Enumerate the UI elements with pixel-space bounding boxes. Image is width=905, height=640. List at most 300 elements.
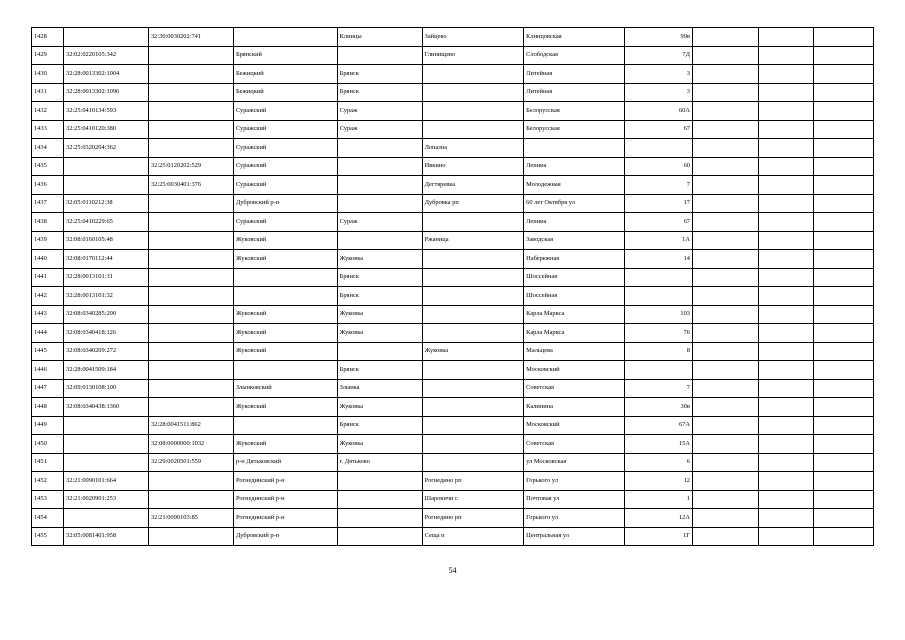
cadastral-number-cell: 32:25:0410120:380 [64,120,149,139]
house-number-cell [624,361,692,380]
extra-1-cell [692,250,758,269]
page-number: 54 [448,566,457,575]
row-number-cell: 1441 [32,268,64,287]
cadastral-number-alt-cell: 32:28:0041511:862 [148,416,233,435]
extra-1-cell [692,176,758,195]
extra-2-cell [759,305,814,324]
house-number-cell: 3 [624,83,692,102]
cadastral-number-alt-cell [148,250,233,269]
extra-2-cell [759,342,814,361]
extra-3-cell [814,453,874,472]
table-row [32,416,874,435]
extra-2-cell [759,527,814,546]
table-row [32,490,874,509]
cadastral-number-alt-cell [148,139,233,158]
city-cell [337,139,422,158]
extra-3-cell [814,250,874,269]
settlement-cell [422,250,524,269]
table-row [32,83,874,102]
street-cell: Карла Маркса [524,305,624,324]
extra-2-cell [759,28,814,47]
extra-3-cell [814,268,874,287]
city-cell: Сураж [337,120,422,139]
extra-3-cell [814,305,874,324]
street-cell: Белорусская [524,102,624,121]
cadastral-number-alt-cell: 32:25:0120202:529 [148,157,233,176]
extra-3-cell [814,194,874,213]
city-cell: Жуковка [337,250,422,269]
cadastral-number-cell: 32:02:0220105:342 [64,46,149,65]
street-cell: Слободская [524,46,624,65]
extra-1-cell [692,194,758,213]
house-number-cell: 67А [624,416,692,435]
house-number-cell: 30в [624,398,692,417]
row-number-cell: 1438 [32,213,64,232]
table-row [32,28,874,47]
house-number-cell: 14 [624,250,692,269]
cadastral-number-cell: 32:28:0013302:1096 [64,83,149,102]
extra-1-cell [692,139,758,158]
extra-3-cell [814,231,874,250]
extra-3-cell [814,490,874,509]
extra-1-cell [692,490,758,509]
house-number-cell: 1 [624,490,692,509]
extra-2-cell [759,139,814,158]
cadastral-number-alt-cell [148,342,233,361]
cadastral-number-alt-cell [148,65,233,84]
extra-2-cell [759,83,814,102]
table-row [32,509,874,528]
district-cell [233,28,337,47]
extra-2-cell [759,453,814,472]
street-cell: Мальцева [524,342,624,361]
extra-1-cell [692,398,758,417]
street-cell [524,139,624,158]
extra-3-cell [814,287,874,306]
city-cell: Жуковка [337,305,422,324]
district-cell: р-н Дятьковский [233,453,337,472]
cadastral-number-alt-cell [148,398,233,417]
table-row [32,176,874,195]
extra-1-cell [692,268,758,287]
extra-3-cell [814,139,874,158]
cadastral-number-cell: 32:25:0410229:65 [64,213,149,232]
district-cell: Бежицкий [233,65,337,84]
extra-2-cell [759,287,814,306]
cadastral-number-cell: 32:08:0170112:44 [64,250,149,269]
cadastral-number-alt-cell [148,287,233,306]
extra-1-cell [692,342,758,361]
cadastral-number-cell: 32:08:0340209:272 [64,342,149,361]
table-row [32,157,874,176]
table-row [32,231,874,250]
house-number-cell: 1Г [624,527,692,546]
street-cell: Горького ул [524,509,624,528]
extra-3-cell [814,28,874,47]
row-number-cell: 1452 [32,472,64,491]
extra-3-cell [814,157,874,176]
street-cell: 60 лет Октября ул [524,194,624,213]
cadastral-number-cell: 32:08:0340418:126 [64,324,149,343]
street-cell: Ленина [524,213,624,232]
row-number-cell: 1449 [32,416,64,435]
extra-3-cell [814,176,874,195]
settlement-cell [422,324,524,343]
settlement-cell [422,102,524,121]
city-cell: Жуковка [337,398,422,417]
extra-3-cell [814,435,874,454]
row-number-cell: 1437 [32,194,64,213]
extra-1-cell [692,453,758,472]
cadastral-number-alt-cell [148,213,233,232]
extra-1-cell [692,305,758,324]
city-cell [337,472,422,491]
cadastral-number-alt-cell [148,527,233,546]
city-cell: г. Дятьково [337,453,422,472]
extra-1-cell [692,287,758,306]
cadastral-number-alt-cell [148,102,233,121]
cadastral-number-cell: 32:28:0013101:31 [64,268,149,287]
settlement-cell: Рогнедино рп [422,472,524,491]
table-row [32,102,874,121]
row-number-cell: 1455 [32,527,64,546]
extra-3-cell [814,213,874,232]
cadastral-number-cell: 32:05:0110212:38 [64,194,149,213]
district-cell: Жуковский [233,435,337,454]
cadastral-number-cell: 32:21:0090101:664 [64,472,149,491]
table-row [32,379,874,398]
house-number-cell: 67 [624,213,692,232]
extra-3-cell [814,472,874,491]
table-row [32,435,874,454]
table-row [32,287,874,306]
row-number-cell: 1440 [32,250,64,269]
house-number-cell: 99в [624,28,692,47]
cadastral-number-cell: 32:28:0013101:32 [64,287,149,306]
extra-2-cell [759,176,814,195]
district-cell: Рогнединский р-н [233,472,337,491]
registry-table [31,27,874,546]
extra-1-cell [692,213,758,232]
settlement-cell [422,361,524,380]
extra-3-cell [814,379,874,398]
settlement-cell: Дегтяревка [422,176,524,195]
extra-3-cell [814,324,874,343]
house-number-cell: 17 [624,194,692,213]
district-cell: Жуковский [233,231,337,250]
extra-2-cell [759,102,814,121]
cadastral-number-alt-cell [148,379,233,398]
street-cell: Набережная [524,250,624,269]
extra-3-cell [814,361,874,380]
cadastral-number-cell [64,416,149,435]
street-cell: Московский [524,416,624,435]
row-number-cell: 1446 [32,361,64,380]
house-number-cell: 103 [624,305,692,324]
district-cell: Дубровский р-н [233,527,337,546]
table-row [32,527,874,546]
house-number-cell: 12А [624,509,692,528]
settlement-cell: Зайцево [422,28,524,47]
extra-2-cell [759,120,814,139]
row-number-cell: 1435 [32,157,64,176]
district-cell: Жуковский [233,250,337,269]
city-cell [337,527,422,546]
district-cell: Дубровский р-н [233,194,337,213]
extra-3-cell [814,416,874,435]
house-number-cell: 8 [624,342,692,361]
district-cell: Брянский [233,46,337,65]
street-cell: Карла Маркса [524,324,624,343]
cadastral-number-alt-cell [148,361,233,380]
cadastral-number-cell: 32:05:0081401:958 [64,527,149,546]
extra-1-cell [692,435,758,454]
table-row [32,194,874,213]
settlement-cell: Жуковка [422,342,524,361]
district-cell: Жуковский [233,342,337,361]
extra-2-cell [759,268,814,287]
cadastral-number-cell [64,28,149,47]
extra-2-cell [759,231,814,250]
extra-3-cell [814,527,874,546]
street-cell: Клинцовская [524,28,624,47]
row-number-cell: 1448 [32,398,64,417]
extra-2-cell [759,490,814,509]
cadastral-number-alt-cell: 32:29:0020501:559 [148,453,233,472]
city-cell: Брянск [337,416,422,435]
row-number-cell: 1454 [32,509,64,528]
extra-1-cell [692,527,758,546]
cadastral-number-alt-cell [148,472,233,491]
row-number-cell: 1434 [32,139,64,158]
street-cell: Центральная ул [524,527,624,546]
city-cell: Брянск [337,287,422,306]
extra-3-cell [814,509,874,528]
row-number-cell: 1433 [32,120,64,139]
district-cell: Рогнединский р-н [233,490,337,509]
street-cell: ул Московская [524,453,624,472]
extra-2-cell [759,324,814,343]
row-number-cell: 1430 [32,65,64,84]
city-cell [337,231,422,250]
cadastral-number-alt-cell [148,268,233,287]
settlement-cell: Лопазна [422,139,524,158]
extra-2-cell [759,157,814,176]
city-cell [337,157,422,176]
cadastral-number-alt-cell [148,490,233,509]
settlement-cell [422,268,524,287]
district-cell: Суражский [233,176,337,195]
house-number-cell [624,287,692,306]
street-cell: Ленина [524,157,624,176]
extra-2-cell [759,416,814,435]
district-cell: Рогнединский р-н [233,509,337,528]
cadastral-number-alt-cell [148,46,233,65]
district-cell [233,416,337,435]
extra-1-cell [692,231,758,250]
street-cell: Советская [524,435,624,454]
street-cell: Шоссейная [524,287,624,306]
extra-1-cell [692,361,758,380]
cadastral-number-cell: 32:08:0340285:200 [64,305,149,324]
extra-3-cell [814,398,874,417]
city-cell: Сураж [337,102,422,121]
cadastral-number-cell [64,453,149,472]
table-row [32,139,874,158]
street-cell: Советская [524,379,624,398]
row-number-cell: 1443 [32,305,64,324]
row-number-cell: 1431 [32,83,64,102]
cadastral-number-alt-cell: 32:25:0030401:376 [148,176,233,195]
row-number-cell: 1447 [32,379,64,398]
extra-1-cell [692,379,758,398]
cadastral-number-alt-cell [148,120,233,139]
extra-2-cell [759,361,814,380]
table-row [32,120,874,139]
row-number-cell: 1445 [32,342,64,361]
table-row [32,361,874,380]
settlement-cell: Глинищево [422,46,524,65]
street-cell: Московский [524,361,624,380]
extra-2-cell [759,65,814,84]
extra-3-cell [814,120,874,139]
district-cell: Суражский [233,120,337,139]
house-number-cell [624,268,692,287]
city-cell [337,509,422,528]
street-cell: Молодежная [524,176,624,195]
street-cell: Литейная [524,83,624,102]
city-cell: Злынка [337,379,422,398]
street-cell: Заводская [524,231,624,250]
cadastral-number-alt-cell [148,194,233,213]
row-number-cell: 1450 [32,435,64,454]
table-row [32,65,874,84]
cadastral-number-cell [64,176,149,195]
extra-2-cell [759,46,814,65]
row-number-cell: 1453 [32,490,64,509]
street-cell: Почтовая ул [524,490,624,509]
extra-3-cell [814,342,874,361]
settlement-cell [422,287,524,306]
cadastral-number-cell: 32:08:0340438:1360 [64,398,149,417]
settlement-cell: Шаровичи с [422,490,524,509]
cadastral-number-cell [64,157,149,176]
district-cell: Суражский [233,139,337,158]
city-cell: Брянск [337,83,422,102]
settlement-cell: Рогнедино рп [422,509,524,528]
extra-1-cell [692,509,758,528]
extra-2-cell [759,379,814,398]
city-cell: Брянск [337,65,422,84]
extra-3-cell [814,83,874,102]
extra-2-cell [759,398,814,417]
extra-3-cell [814,102,874,121]
settlement-cell [422,305,524,324]
extra-2-cell [759,250,814,269]
city-cell: Сураж [337,213,422,232]
extra-2-cell [759,435,814,454]
row-number-cell: 1436 [32,176,64,195]
table-row [32,342,874,361]
table-row [32,472,874,491]
district-cell [233,361,337,380]
row-number-cell: 1428 [32,28,64,47]
district-cell: Суражский [233,102,337,121]
table-row [32,268,874,287]
house-number-cell: 76 [624,324,692,343]
street-cell: Белорусская [524,120,624,139]
extra-1-cell [692,46,758,65]
settlement-cell [422,83,524,102]
extra-1-cell [692,120,758,139]
extra-1-cell [692,157,758,176]
cadastral-number-alt-cell: 32:30:0030202:741 [148,28,233,47]
cadastral-number-cell: 32:28:0041509:184 [64,361,149,380]
city-cell [337,194,422,213]
city-cell [337,46,422,65]
city-cell: Брянск [337,268,422,287]
city-cell [337,176,422,195]
district-cell: Злынковский [233,379,337,398]
house-number-cell [624,139,692,158]
cadastral-number-cell: 32:25:0320204:362 [64,139,149,158]
house-number-cell: 60А [624,102,692,121]
district-cell: Жуковский [233,324,337,343]
district-cell: Суражский [233,157,337,176]
settlement-cell [422,398,524,417]
settlement-cell: Ивкино [422,157,524,176]
district-cell: Суражский [233,213,337,232]
cadastral-number-cell [64,435,149,454]
cadastral-number-alt-cell [148,83,233,102]
settlement-cell: Дубровка рп [422,194,524,213]
settlement-cell [422,435,524,454]
cadastral-number-alt-cell: 32:08:0000000:1032 [148,435,233,454]
settlement-cell [422,65,524,84]
row-number-cell: 1439 [32,231,64,250]
settlement-cell [422,120,524,139]
row-number-cell: 1429 [32,46,64,65]
city-cell [337,342,422,361]
street-cell: Горького ул [524,472,624,491]
extra-3-cell [814,65,874,84]
settlement-cell: Сеща п [422,527,524,546]
extra-1-cell [692,472,758,491]
city-cell [337,490,422,509]
settlement-cell [422,453,524,472]
extra-2-cell [759,213,814,232]
street-cell: Шоссейная [524,268,624,287]
row-number-cell: 1432 [32,102,64,121]
table-row [32,398,874,417]
cadastral-number-cell: 32:21:0020901:253 [64,490,149,509]
cadastral-number-alt-cell [148,231,233,250]
cadastral-number-cell [64,509,149,528]
house-number-cell: 12 [624,472,692,491]
city-cell: Клинцы [337,28,422,47]
cadastral-number-cell: 32:08:0160105:48 [64,231,149,250]
city-cell: Жуковка [337,435,422,454]
house-number-cell: 67 [624,120,692,139]
street-cell: Литейная [524,65,624,84]
extra-1-cell [692,102,758,121]
extra-3-cell [814,46,874,65]
cadastral-number-cell: 32:28:0013302:1004 [64,65,149,84]
settlement-cell [422,416,524,435]
district-cell [233,268,337,287]
extra-1-cell [692,28,758,47]
settlement-cell [422,213,524,232]
